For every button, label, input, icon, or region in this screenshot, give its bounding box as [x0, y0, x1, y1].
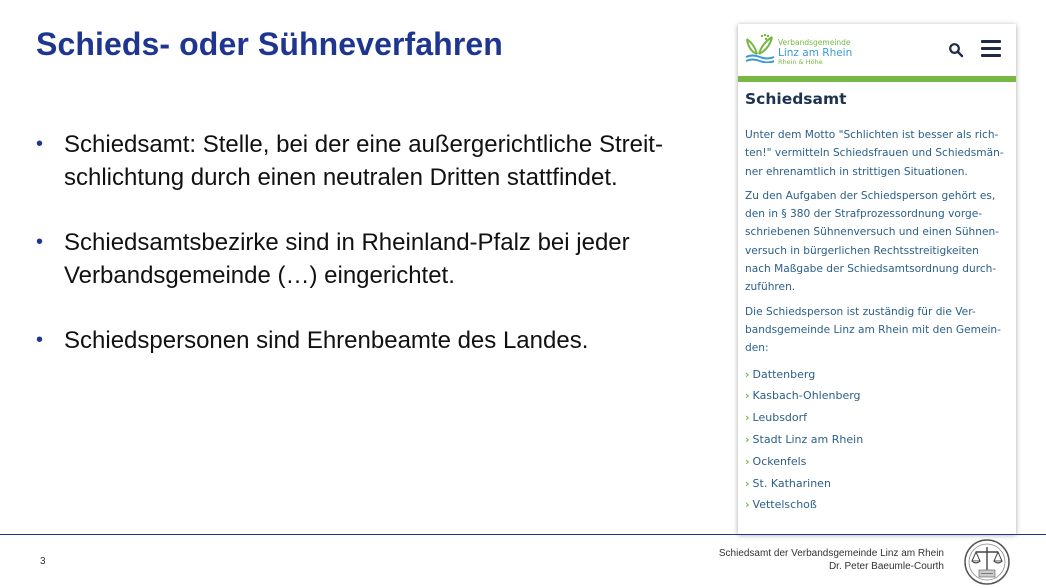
paragraph-line: ner ehrenamtlich in strittigen Situationen. — [745, 165, 968, 178]
footer-line: Schiedsamt der Verbandsgemeinde Linz am Rhein — [718, 548, 944, 559]
seal-icon — [963, 538, 1011, 586]
footer-divider — [0, 534, 1046, 535]
bullet-list — [36, 128, 726, 389]
list-item[interactable] — [745, 473, 1009, 495]
paragraph-line: ten!" vermitteln Schiedsfrauen und Schiedsmän- — [745, 147, 1004, 160]
municipality-link[interactable]: Dattenberg — [752, 367, 816, 381]
bullet-text-line: Verbandsgemeinde (…) eingerichtet. — [64, 262, 455, 289]
bullet-item — [36, 128, 726, 194]
website-paragraph — [745, 187, 1009, 297]
website-body — [738, 126, 1016, 516]
municipality-link[interactable]: Leubsdorf — [752, 411, 808, 425]
website-header — [738, 24, 1016, 82]
logo-icon[interactable] — [744, 33, 776, 63]
list-item[interactable] — [745, 385, 1009, 407]
paragraph-line: den: — [745, 342, 769, 355]
municipality-link[interactable]: Stadt Linz am Rhein — [752, 432, 864, 446]
paragraph-line: zuführen. — [745, 281, 796, 294]
paragraph-line: nach Maßgabe der Schiedsamtsordnung durch- — [745, 263, 997, 276]
paragraph-line: Zu den Aufgaben der Schiedsperson gehört es, — [745, 189, 996, 202]
chevron-right-icon: › — [745, 411, 750, 425]
bullet-item — [36, 324, 726, 357]
municipality-link[interactable]: St. Katharinen — [752, 476, 831, 490]
paragraph-line: Unter dem Motto "Schlichten ist besser als rich- — [745, 129, 999, 141]
website-heading: Schiedsamt — [745, 90, 847, 108]
paragraph-line: bandsgemeinde Linz am Rhein mit den Gemein- — [745, 323, 1001, 336]
website-paragraph — [745, 303, 1009, 358]
chevron-right-icon: › — [745, 476, 750, 490]
bullet-dot: • — [36, 231, 44, 253]
municipality-link[interactable]: Ockenfels — [752, 454, 807, 468]
chevron-right-icon: › — [745, 389, 750, 403]
municipality-link[interactable]: Vettelschoß — [752, 498, 817, 512]
chevron-right-icon: › — [745, 367, 750, 381]
chevron-right-icon: › — [745, 498, 750, 512]
logo-text[interactable] — [778, 39, 852, 66]
paragraph-line: Die Schiedsperson ist zuständig für die Ver- — [745, 305, 976, 318]
bullet-dot: • — [36, 133, 44, 155]
list-item[interactable] — [745, 494, 1009, 516]
bullet-text-line: schlichtung durch einen neutralen Dritten stattfindet. — [64, 164, 618, 191]
bullet-item — [36, 226, 726, 292]
bullet-text-line: Schiedsamt: Stelle, bei der eine außergerichtliche Streit- — [64, 131, 663, 158]
footer-text — [719, 547, 944, 573]
website-screenshot-panel — [738, 24, 1016, 534]
logo-main-text: Linz am Rhein — [778, 46, 853, 59]
municipality-list — [745, 364, 1009, 517]
list-item[interactable] — [745, 451, 1009, 473]
paragraph-line: schriebenen Sühnenversuch und einen Sühnen- — [745, 226, 1000, 239]
footer-line: Dr. Peter Baeumle-Courth — [828, 561, 944, 572]
chevron-right-icon: › — [745, 454, 750, 468]
hamburger-menu-icon[interactable] — [981, 40, 1001, 58]
logo-sub-text: Rhein & Höhe — [778, 58, 823, 66]
list-item[interactable] — [745, 364, 1009, 386]
bullet-dot: • — [36, 329, 44, 351]
chevron-right-icon: › — [745, 432, 750, 446]
bullet-text-line: Schiedspersonen sind Ehrenbeamte des Landes. — [64, 327, 589, 354]
paragraph-line: den in § 380 der Strafprozessordnung vorge- — [745, 208, 983, 221]
website-paragraph — [745, 126, 1009, 181]
list-item[interactable] — [745, 429, 1009, 451]
bullet-text-line: Schiedsamtsbezirke sind in Rheinland-Pfalz bei jeder — [64, 229, 630, 256]
list-item[interactable] — [745, 407, 1009, 429]
search-icon[interactable] — [948, 42, 964, 58]
logo-small-text: Verbandsgemeinde — [778, 38, 851, 47]
slide-title: Schieds- oder Sühneverfahren — [36, 26, 503, 62]
paragraph-line: versuch in bürgerlichen Rechtsstreitigkeiten — [745, 244, 979, 257]
municipality-link[interactable]: Kasbach-Ohlenberg — [752, 389, 861, 403]
page-number: 3 — [40, 556, 46, 567]
